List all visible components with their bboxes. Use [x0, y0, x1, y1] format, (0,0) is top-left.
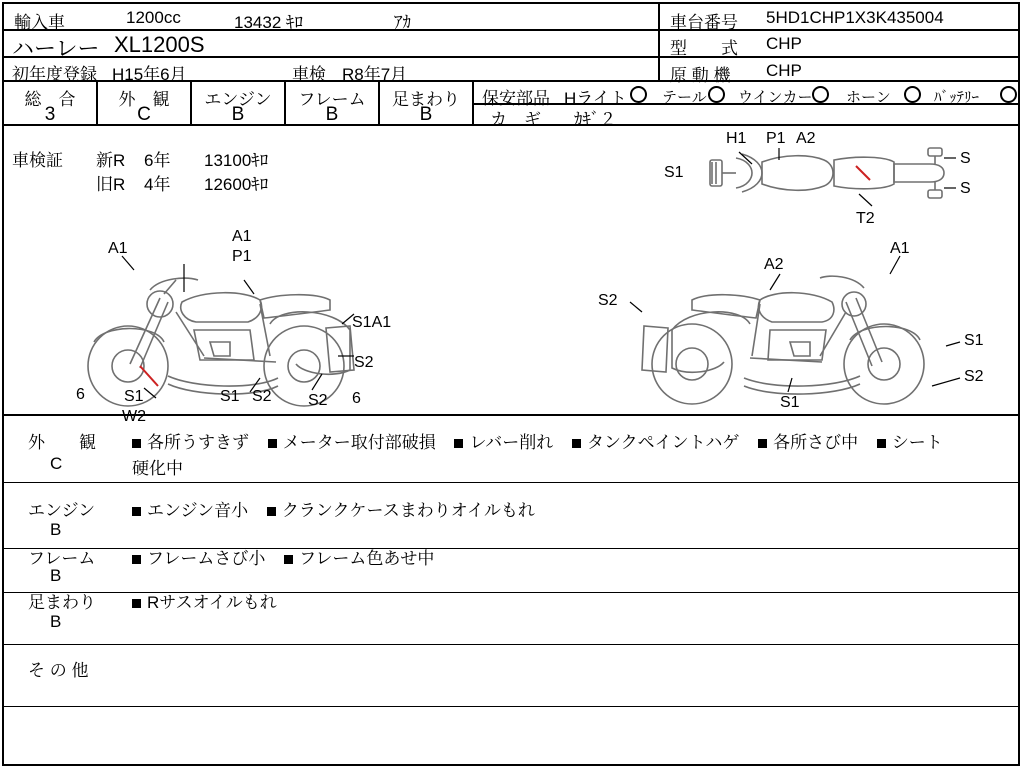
comment-item: シート — [891, 433, 943, 452]
comment-item: タンクペイントハゲ — [587, 433, 740, 452]
grade-title: 足まわり — [392, 90, 460, 109]
import-label: 輸入車 — [14, 13, 65, 32]
comment-label-exterior: 外 観 — [28, 433, 96, 452]
grade-cell-suspension — [380, 82, 474, 124]
comment-items-frame — [132, 544, 434, 569]
first-registration-label: 初年度登録 — [12, 65, 97, 84]
comment-extra-exterior: 硬化中 — [132, 459, 183, 478]
maker-label: ハーレー — [12, 36, 100, 61]
safety-item-battery-label: ﾊﾞｯﾃﾘｰ — [934, 89, 980, 106]
right-label-a2: A2 — [764, 256, 784, 273]
bike-right-side-view — [584, 240, 1004, 411]
engine-value: CHP — [766, 61, 802, 80]
type-value: CHP — [766, 34, 802, 53]
left-label-p1: P1 — [232, 248, 252, 265]
right-label-s1-bottom: S1 — [780, 394, 800, 411]
grade-cell-exterior — [98, 82, 192, 124]
left-label-s1-eng: S1 — [220, 388, 240, 405]
right-label-s2-bag: S2 — [598, 292, 618, 309]
inspection-cert-label: 車検証 — [12, 151, 63, 170]
comment-grade-exterior: C — [50, 454, 63, 473]
comments-block — [2, 416, 1020, 766]
comment-label-engine: エンジン — [28, 501, 96, 520]
comment-label-suspension: 足まわり — [28, 593, 96, 612]
comment-item: 各所うすきず — [147, 433, 249, 452]
diagram-block — [2, 126, 1020, 425]
grade-value: B — [419, 104, 433, 125]
inspection-new-y: 6年 — [144, 151, 171, 170]
comment-item: クランクケースまわりオイルもれ — [281, 501, 535, 520]
comment-item: メーター取付部破損 — [282, 433, 436, 452]
inspection-old-k: 旧R — [96, 175, 126, 194]
grades-row — [2, 82, 1020, 129]
comment-items-engine — [132, 496, 535, 521]
left-label-s1a1: S1A1 — [352, 314, 392, 331]
inspection-old-y: 4年 — [144, 175, 171, 194]
comment-item: フレームさび小 — [147, 549, 266, 568]
inspection-old-km: 12600ｷﾛ — [204, 175, 269, 194]
top-label-s-lower: S — [960, 180, 971, 197]
left-label-s1: S1 — [124, 388, 144, 405]
grade-cell-engine — [192, 82, 286, 124]
safety-item-battery-mark — [1000, 86, 1017, 106]
comment-item: 各所さび中 — [773, 433, 859, 452]
inspection-label: 車検 — [292, 65, 326, 84]
header-right — [658, 4, 1020, 85]
comment-item: エンジン音小 — [147, 501, 249, 520]
first-registration-value: H15年6月 — [112, 65, 187, 84]
grade-title: 総 合 — [24, 90, 76, 109]
displacement-value: 1200cc — [126, 8, 181, 27]
inspection-value: R8年7月 — [342, 65, 408, 84]
safety-parts-block — [474, 82, 1020, 129]
key-value: ｶｷﾞ２ — [574, 110, 617, 129]
safety-item-horn-label: ホーン — [846, 89, 891, 106]
safety-item-winker-mark — [812, 86, 829, 106]
comment-item: レバー削れ — [469, 433, 554, 452]
left-label-s2-rear: S2 — [308, 392, 328, 409]
grade-cell-frame — [286, 82, 380, 124]
grade-value: B — [231, 104, 245, 125]
inspection-new-k: 新R — [96, 151, 126, 170]
top-label-a2: A2 — [796, 130, 816, 147]
type-label: 型 式 — [670, 39, 738, 58]
grade-title: フレーム — [298, 90, 366, 109]
header-block — [2, 2, 1020, 85]
grade-value: 3 — [44, 104, 56, 125]
color-value: ｱｶ — [394, 13, 411, 32]
inspection-new-km: 13100ｷﾛ — [204, 151, 269, 170]
top-label-h1: H1 — [726, 130, 747, 147]
top-label-t2: T2 — [856, 210, 875, 227]
grade-title: 外 観 — [118, 90, 170, 109]
engine-label: 原 動 機 — [670, 66, 731, 85]
grade-title: エンジン — [204, 90, 272, 109]
grade-value: C — [137, 104, 151, 125]
comment-grade-suspension: B — [50, 612, 62, 631]
comment-label-frame: フレーム — [28, 549, 96, 568]
left-label-s2-eng: S2 — [252, 388, 272, 405]
comment-item: Rサスオイルもれ — [147, 593, 277, 612]
comment-items-suspension — [132, 588, 277, 613]
chassis-label: 車台番号 — [670, 13, 738, 32]
comment-grade-frame: B — [50, 566, 62, 585]
top-label-s-upper: S — [960, 150, 971, 167]
right-label-a1: A1 — [890, 240, 910, 257]
mileage-value: 13432 ｷﾛ — [234, 13, 303, 32]
right-label-s2: S2 — [964, 368, 984, 385]
grade-value: B — [325, 104, 339, 125]
safety-item-tail-mark — [708, 86, 725, 106]
left-label-s2-bag: S2 — [354, 354, 374, 371]
top-label-s1: S1 — [664, 164, 684, 181]
comment-label-other: そ の 他 — [28, 661, 89, 680]
key-label: カ ギ — [490, 110, 541, 129]
top-label-p1: P1 — [766, 130, 786, 147]
comment-item: フレーム色あせ中 — [299, 549, 435, 568]
left-label-6-front: 6 — [76, 386, 85, 403]
safety-item-headlight-label: Hライト — [564, 89, 627, 108]
bike-top-view — [644, 130, 1014, 239]
left-label-a1-front: A1 — [108, 240, 128, 257]
safety-item-tail-label: テール — [662, 89, 707, 106]
safety-item-horn-mark — [904, 86, 921, 106]
header-left — [4, 4, 658, 84]
grade-cell-total — [4, 82, 98, 124]
left-label-w2: W2 — [122, 408, 146, 425]
left-label-6-rear: 6 — [352, 390, 361, 407]
left-label-a1-tank: A1 — [232, 228, 252, 245]
comment-items-exterior — [132, 428, 943, 453]
chassis-value: 5HD1CHP1X3K435004 — [766, 8, 944, 27]
right-label-s1: S1 — [964, 332, 984, 349]
safety-item-headlight-mark — [630, 86, 647, 106]
safety-label: 保安部品 — [482, 89, 550, 108]
safety-item-winker-label: ウインカー — [738, 89, 813, 106]
model-name: XL1200S — [114, 32, 205, 57]
bike-left-side-view — [64, 228, 484, 425]
comment-grade-engine: B — [50, 520, 62, 539]
